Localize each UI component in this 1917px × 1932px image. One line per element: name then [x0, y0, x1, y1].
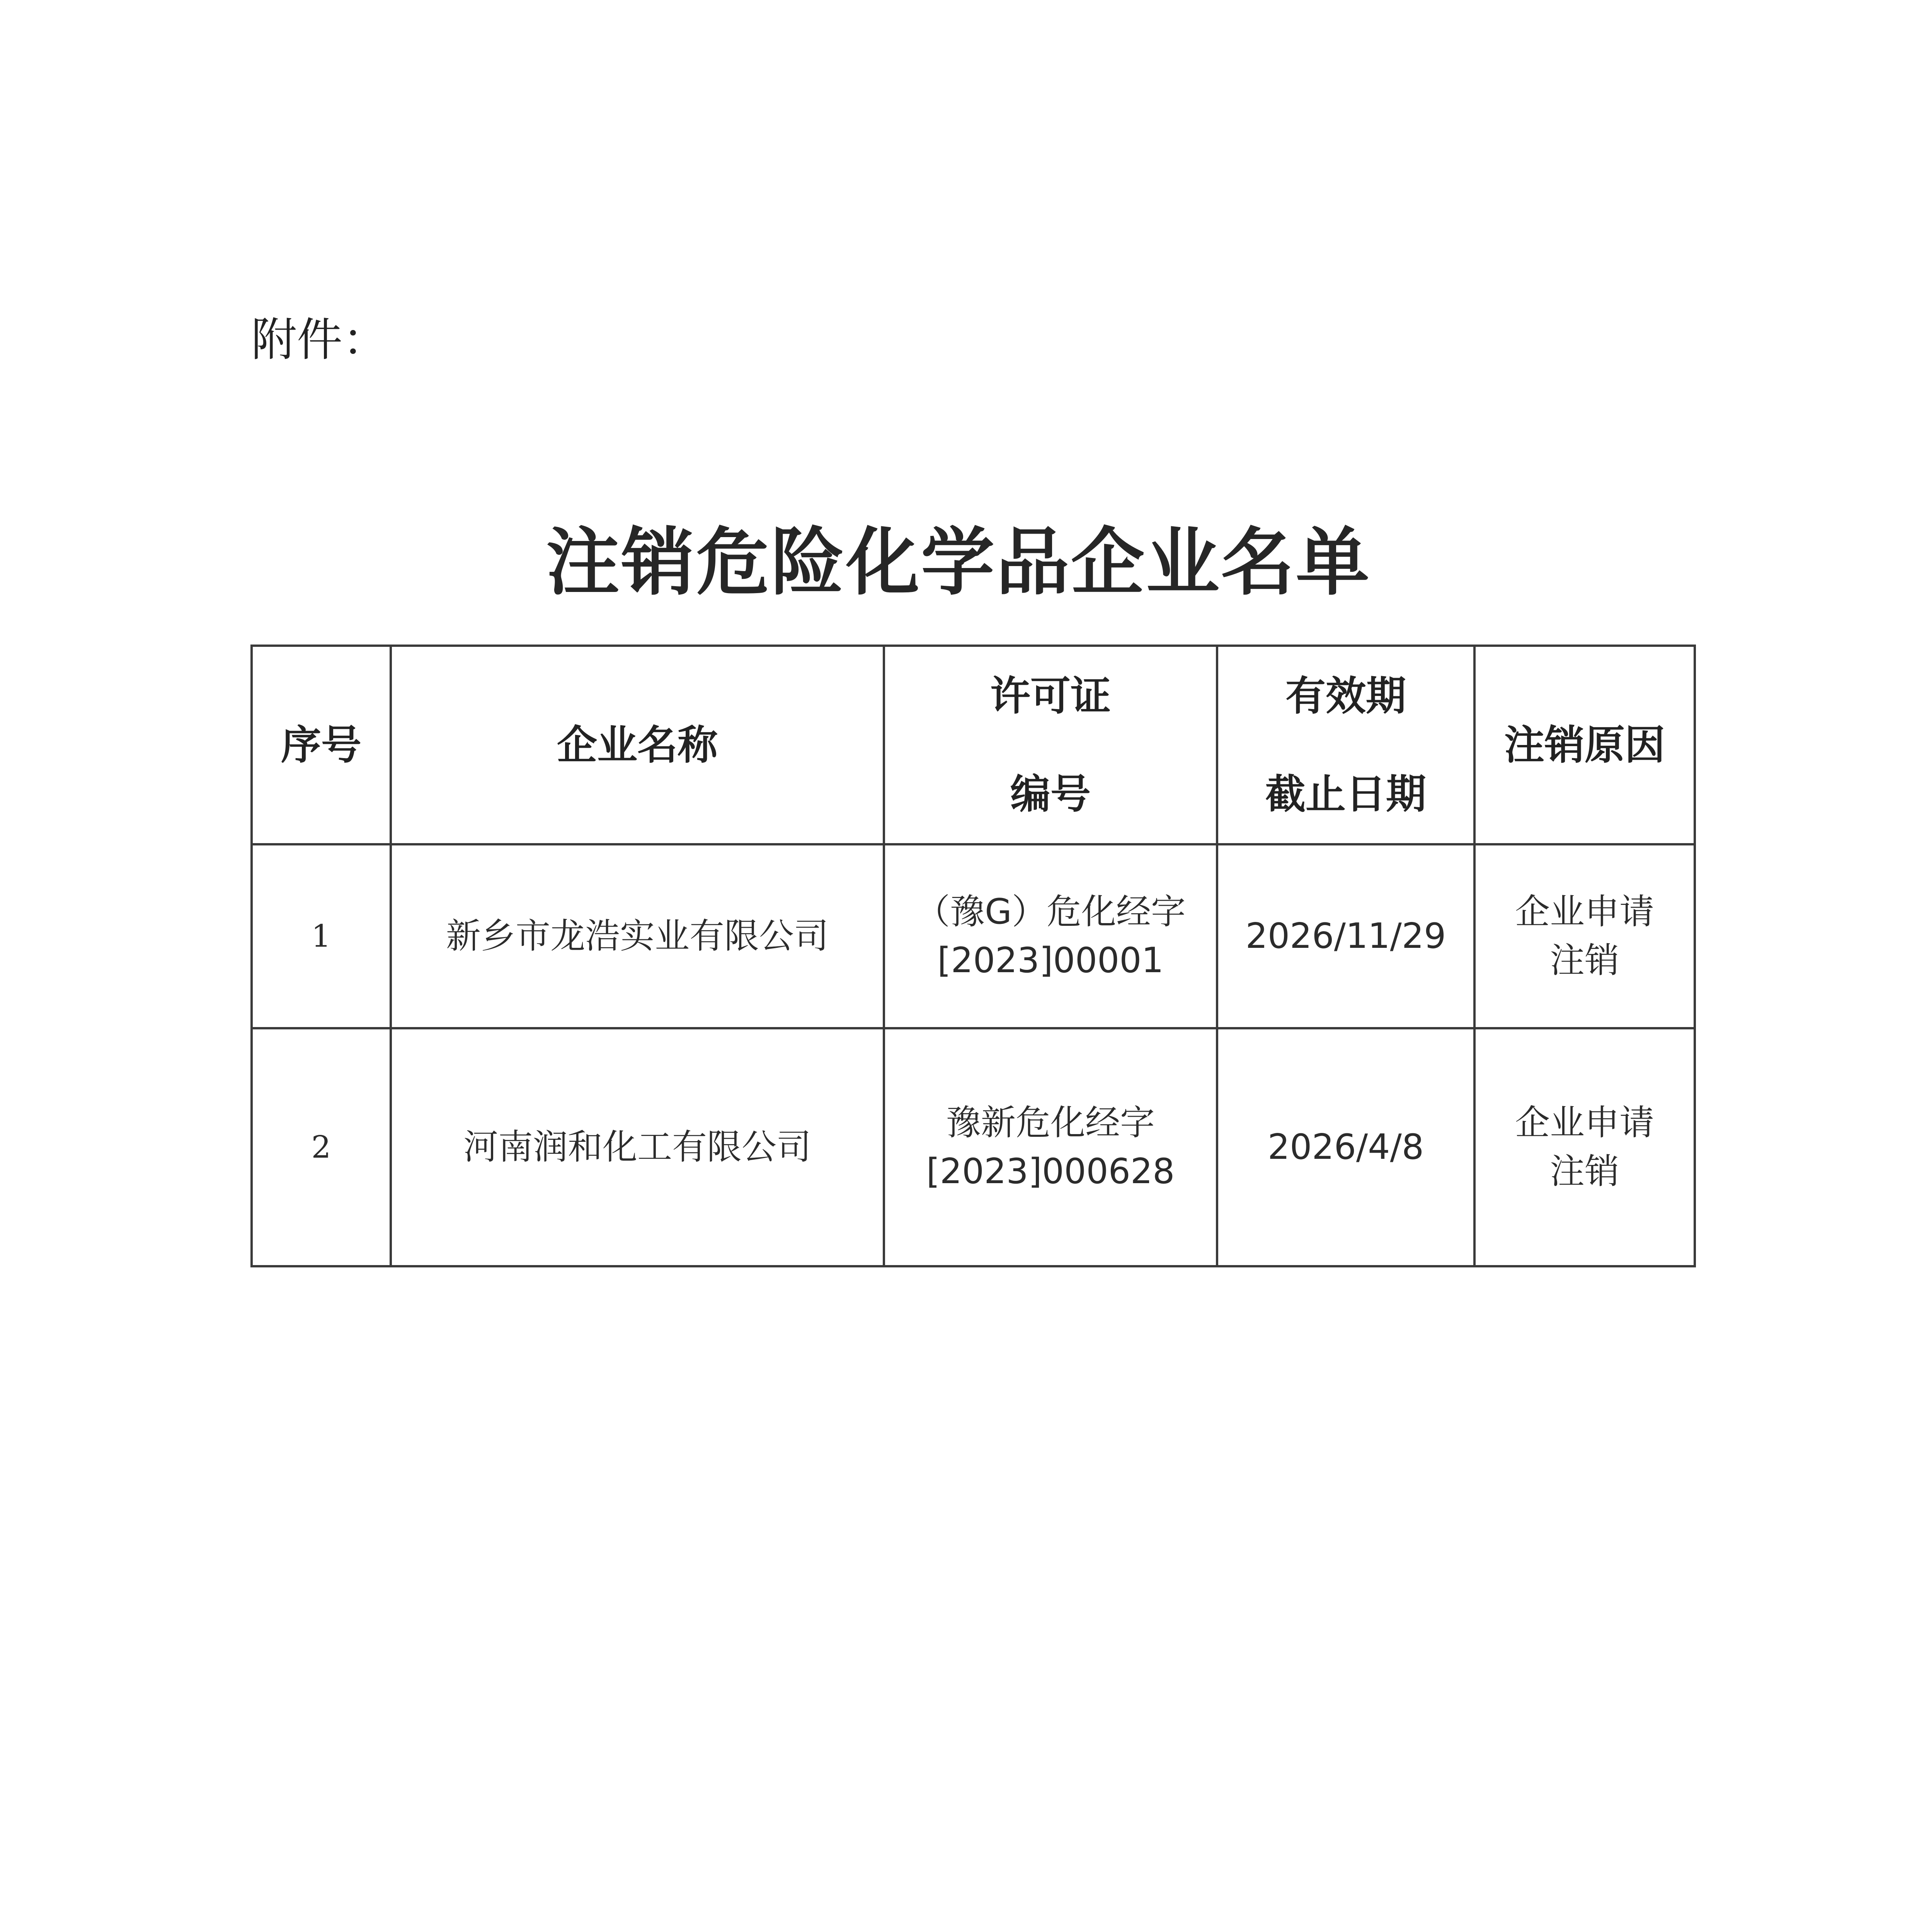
- cancelled-enterprise-table: [250, 645, 1696, 1267]
- table-row: [252, 844, 1695, 1028]
- cell-reason-line2: 注销: [1550, 1151, 1619, 1192]
- cell-reason: [1474, 1028, 1695, 1266]
- cell-seq: 2: [252, 1028, 391, 1266]
- cell-reason: [1474, 844, 1695, 1028]
- cell-license-line2: [2023]000628: [926, 1151, 1175, 1192]
- cell-company: 新乡市龙浩实业有限公司: [391, 844, 884, 1028]
- cell-reason-line1: 企业申请: [1515, 891, 1654, 932]
- header-seq: [252, 646, 391, 844]
- cell-reason-line1: 企业申请: [1515, 1102, 1654, 1143]
- header-expiry-line2: 截止日期: [1265, 770, 1426, 818]
- header-seq-label: 序号: [281, 721, 361, 769]
- attachment-label: 附件：: [251, 313, 388, 366]
- table-header-row: [252, 646, 1695, 844]
- cell-license-line1: 豫新危化经字: [946, 1102, 1155, 1143]
- cell-license: [884, 844, 1217, 1028]
- header-reason-label: 注销原因: [1504, 721, 1665, 769]
- header-company-label: 企业名称: [557, 721, 718, 769]
- header-expiry-line1: 有效期: [1285, 672, 1406, 719]
- cell-expiry: 2026/11/29: [1217, 844, 1474, 1028]
- header-expiry: [1217, 646, 1474, 844]
- cell-license: [884, 1028, 1217, 1266]
- document-title: 注销危险化学品企业名单: [546, 519, 1371, 605]
- cell-company: 河南润和化工有限公司: [391, 1028, 884, 1266]
- cell-license-line2: [2023]00001: [937, 940, 1164, 981]
- cell-reason-line2: 注销: [1550, 940, 1619, 981]
- header-license-line2: 编号: [1010, 770, 1091, 818]
- header-company: [391, 646, 884, 844]
- cell-seq: 1: [252, 844, 391, 1028]
- cell-expiry: 2026/4/8: [1217, 1028, 1474, 1266]
- header-reason: [1474, 646, 1695, 844]
- header-license-line1: 许可证: [990, 672, 1111, 719]
- header-license: [884, 646, 1217, 844]
- cell-license-line1: （豫G）危化经字: [915, 891, 1186, 932]
- table-row: [252, 1028, 1695, 1266]
